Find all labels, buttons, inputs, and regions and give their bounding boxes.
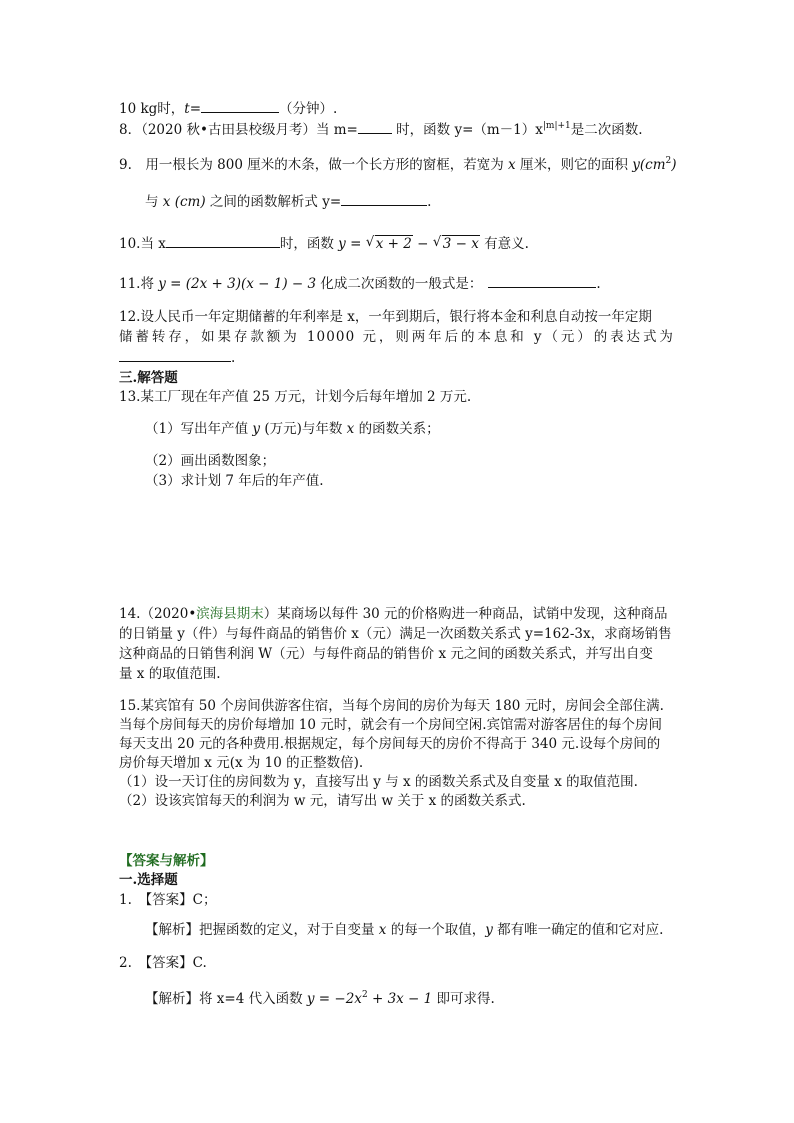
q10-radicand-1: x + 2 — [375, 236, 412, 252]
q14-text: 14.（2020• — [119, 606, 197, 622]
q9-line2-text: 与 — [145, 194, 163, 210]
q10-sqrt-1 — [366, 235, 413, 253]
q13-p1-post: 的函数关系； — [354, 421, 440, 437]
q10-radicand-2: 3 − x — [442, 236, 479, 252]
question-14-line2: 的日销量 y（件）与每件商品的销售价 x（元）满足一次函数关系式 y=162-3x，求商场销售 — [119, 626, 672, 642]
q10-sqrt-2 — [433, 235, 480, 253]
q10-text: 10.当 x — [119, 236, 166, 252]
answer-2: 2. 【答案】C. — [119, 955, 207, 971]
q9-text: 9. 用一根长为 800 厘米的木条，做一个长方形的窗框，若宽为 — [119, 157, 509, 173]
q9-text-mid: 厘米，则它的面积 — [515, 157, 633, 173]
question-13-part-1 — [145, 420, 440, 438]
a1-var-y: y — [485, 922, 493, 938]
q14-text-post: ）某商场以每件 30 元的价格购进一种商品，试销中发现，这种商品 — [263, 606, 668, 622]
q7-answer-blank[interactable] — [201, 99, 279, 113]
q8-exponent: |m|+1 — [542, 121, 571, 131]
q10-equals: = — [345, 236, 366, 252]
question-14-line4: 量 x 的取值范围. — [119, 666, 221, 682]
q7-var-t: t — [184, 101, 190, 117]
answer-1-explanation — [145, 921, 663, 939]
q11-answer-blank[interactable] — [488, 274, 596, 288]
question-15-part-2: （2）设该宾馆每天的利润为 w 元，请写出 w 关于 x 的函数关系式. — [119, 793, 526, 809]
question-10 — [119, 234, 529, 253]
q8-text-mid: 时，函数 y=（m－1）x — [391, 122, 543, 138]
a1-exp-mid: 的每一个取值， — [386, 922, 486, 938]
q9-unit: (cm — [639, 157, 666, 173]
q7-unit: （分钟）. — [279, 101, 338, 117]
section-1-heading: 一.选择题 — [119, 872, 178, 888]
q11-text-mid: 化成二次函数的一般式是： — [316, 276, 483, 292]
q9-var-x: x — [508, 157, 516, 173]
question-15-line4: 房价每天增加 x 元(x 为 10 的正整数倍). — [119, 755, 364, 771]
q7-equals: = — [189, 101, 202, 117]
q9-unit-close: ) — [671, 157, 677, 173]
question-13-part-3: （3）求计划 7 年后的年产值. — [145, 473, 324, 489]
q10-text-mid: 时，函数 — [279, 236, 339, 252]
question-12-line3 — [119, 348, 235, 367]
question-9-line1 — [119, 152, 677, 174]
q10-text-post: 有意义. — [479, 236, 529, 252]
q9-unit-exponent: 2 — [665, 156, 672, 166]
a1-var-x: x — [378, 922, 387, 938]
q9-var-y: y — [632, 157, 640, 173]
question-15-part-1: （1）设一天订住的房间数为 y，直接写出 y 与 x 的函数关系式及自变量 x 的取值范围. — [119, 774, 638, 790]
question-13-stem: 13.某工厂现在年产值 25 万元，计划今后每年增加 2 万元. — [119, 389, 472, 405]
a2-expression-tail: + 3x − 1 — [367, 991, 433, 1007]
a2-expression: y = −2x — [306, 991, 362, 1007]
q9-line2-mid: 之间的函数解析式 y= — [205, 194, 342, 210]
question-14-line1 — [119, 605, 668, 623]
question-15-line1: 15.某宾馆有 50 个房间供游客住宿，当每个房间的房价为每天 180 元时，房间会全部住满. — [119, 698, 664, 714]
q11-text: 11.将 — [119, 276, 159, 292]
question-9-line2 — [145, 192, 431, 211]
q8-answer-blank[interactable] — [358, 120, 392, 134]
a2-exponent: 2 — [361, 990, 368, 1000]
q12-answer-blank[interactable] — [119, 348, 231, 362]
answer-1: 1. 【答案】C； — [119, 892, 217, 908]
q13-var-y: y — [252, 421, 261, 437]
question-15-line2: 当每个房间每天的房价每增加 10 元时，就会有一个房间空闲.宾馆需对游客居住的每个房间 — [119, 717, 663, 733]
q8-text-post: 是二次函数. — [570, 122, 643, 138]
q9-answer-blank[interactable] — [341, 192, 427, 206]
a2-exp-post: 即可求得. — [432, 991, 495, 1007]
question-8 — [119, 117, 643, 139]
q10-var-y: y — [338, 236, 346, 252]
question-12-line1: 12.设人民币一年定期储蓄的年利率是 x，一年到期后，银行将本金和利息自动按一年定期 — [119, 309, 652, 325]
q11-text-post: . — [596, 276, 601, 292]
q13-p1-text: （1）写出年产值 — [145, 421, 253, 437]
q11-expression: y = (2x + 3)(x − 1) − 3 — [158, 276, 317, 292]
q10-answer-blank[interactable] — [166, 234, 280, 248]
a2-exp-text: 【解析】将 x=4 代入函数 — [145, 991, 307, 1007]
question-7-tail — [119, 99, 337, 118]
q9-line2-var: x (cm) — [162, 194, 206, 210]
q12-text-post: . — [231, 350, 236, 366]
q13-p1-mid: (万元)与年数 — [260, 421, 347, 437]
q7-text: 10 kg时， — [119, 101, 185, 117]
q13-var-x: x — [346, 421, 355, 437]
question-13-part-2: （2）画出函数图象； — [145, 453, 276, 469]
q14-source: 滨海县期末 — [196, 606, 264, 622]
question-14-line3: 这种商品的日销售利润 W（元）与每件商品的销售价 x 元之间的函数关系式，并写出自变 — [119, 646, 653, 662]
q10-minus: − — [412, 236, 433, 252]
question-15-line3: 每天支出 20 元的各种费用.根据规定，每个房间每天的房价不得高于 340 元.设每个房间的 — [119, 736, 661, 752]
question-12-line2: 储蓄转存，如果存款额为 10000 元，则两年后的本息和 y（元）的表达式为 — [119, 329, 674, 345]
answers-header: 【答案与解析】 — [119, 853, 214, 869]
q9-line2-post: . — [427, 194, 432, 210]
a1-exp-post: 都有唯一确定的值和它对应. — [492, 922, 664, 938]
a1-exp-text: 【解析】把握函数的定义，对于自变量 — [145, 922, 379, 938]
section-3-heading: 三.解答题 — [119, 370, 178, 386]
question-11 — [119, 274, 601, 293]
q8-text: 8．（2020 秋•古田县校级月考）当 m= — [119, 122, 358, 138]
answer-2-explanation — [145, 986, 495, 1008]
